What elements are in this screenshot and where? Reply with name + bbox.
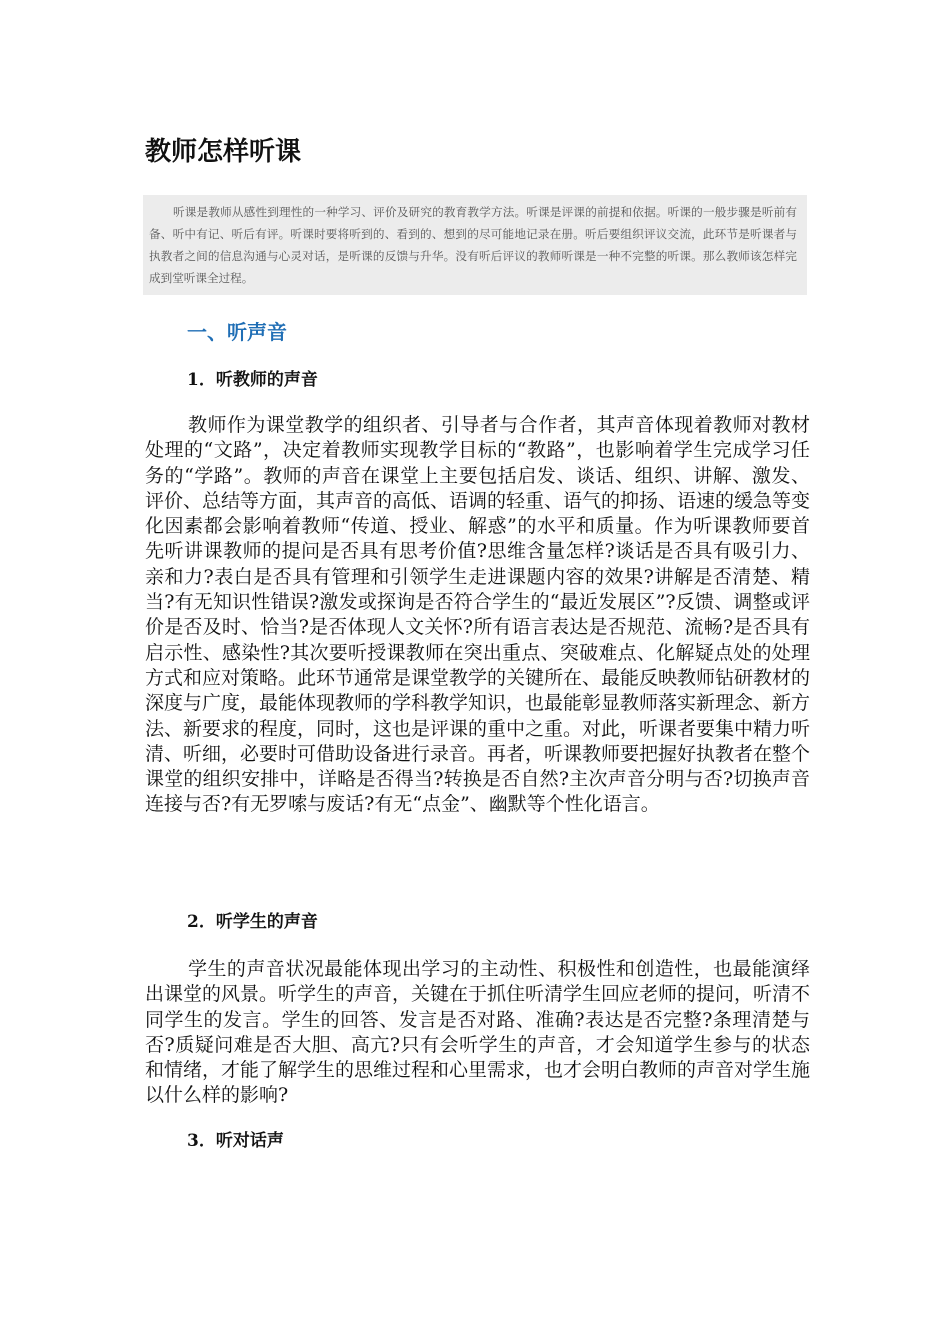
subheading-dialogue-voice: 3．听对话声 [187, 1131, 284, 1151]
document-title: 教师怎样听课 [145, 137, 302, 167]
section-heading-listen-sound: 一、听声音 [187, 320, 287, 344]
paragraph-teacher-voice: 教师作为课堂教学的组织者、引导者与合作者，其声音体现着教师对教材处理的“文路”，决定着教师实现教学目标的“教路”，也影响着学生完成学习任务的“学路”。教师的声音在课堂上主要包括启发、谈话、组织、讲解、激发、评价、总结等方面，其声音的高低、语调的轻重、语气的抑扬、语速的缓急等变化因素都会影响着教师“传道、授业、解惑”的水平和质量。作为听课教师要首先听讲课教师的提问是否具有思考价值?思维含量怎样?谈话是否具有吸引力、亲和力?表白是否具有管理和引领学生走进课题内容的效果?讲解是否清楚、精当?有无知识性错误?激发或探询是否符合学生的“最近发展区”?反馈、调整或评价是否及时、恰当?是否体现人文关怀?所有语言表达是否规范、流畅?是否具有启示性、感染性?其次要听授课教师在突出重点、突破难点、化解疑点处的处理方式和应对策略。此环节通常是课堂教学的关键所在、最能反映教师钻研教材的深度与广度，最能体现教师的学科教学知识，也最能彰显教师落实新理念、新方法、新要求的程度，同时，这也是评课的重中之重。对此，听课者要集中精力听清、听细，必要时可借助设备进行录音。再者，听课教师要把握好执教者在整个课堂的组织安排中，详略是否得当?转换是否自然?主次声音分明与否?切换声音连接与否?有无罗嗦与废话?有无“点金”、幽默等个性化语言。 [145, 414, 811, 816]
intro-paragraph: 听课是教师从感性到理性的一种学习、评价及研究的教育教学方法。听课是评课的前提和依据。听课的一般步骤是听前有备、听中有记、听后有评。听课时要将听到的、看到的、想到的尽可能地记录在册。听后要组织评议交流，此环节是听课者与执教者之间的信息沟通与心灵对话，是听课的反馈与升华。没有听后评议的教师听课是一种不完整的听课。那么教师该怎样完成到堂听课全过程。 [149, 205, 797, 285]
intro-box [143, 195, 807, 295]
subheading-teacher-voice: 1．听教师的声音 [187, 370, 318, 390]
paragraph-student-voice: 学生的声音状况最能体现出学习的主动性、积极性和创造性，也最能演绎出课堂的风景。听学生的声音，关键在于抓住听清学生回应老师的提问，听清不同学生的发言。学生的回答、发言是否对路、准确?表达是否完整?条理清楚与否?质疑问难是否大胆、高亢?只有会听学生的声音，才会知道学生参与的状态和情绪，才能了解学生的思维过程和心里需求，也才会明白教师的声音对学生施以什么样的影响? [145, 958, 811, 1107]
subheading-student-voice: 2．听学生的声音 [187, 912, 318, 932]
